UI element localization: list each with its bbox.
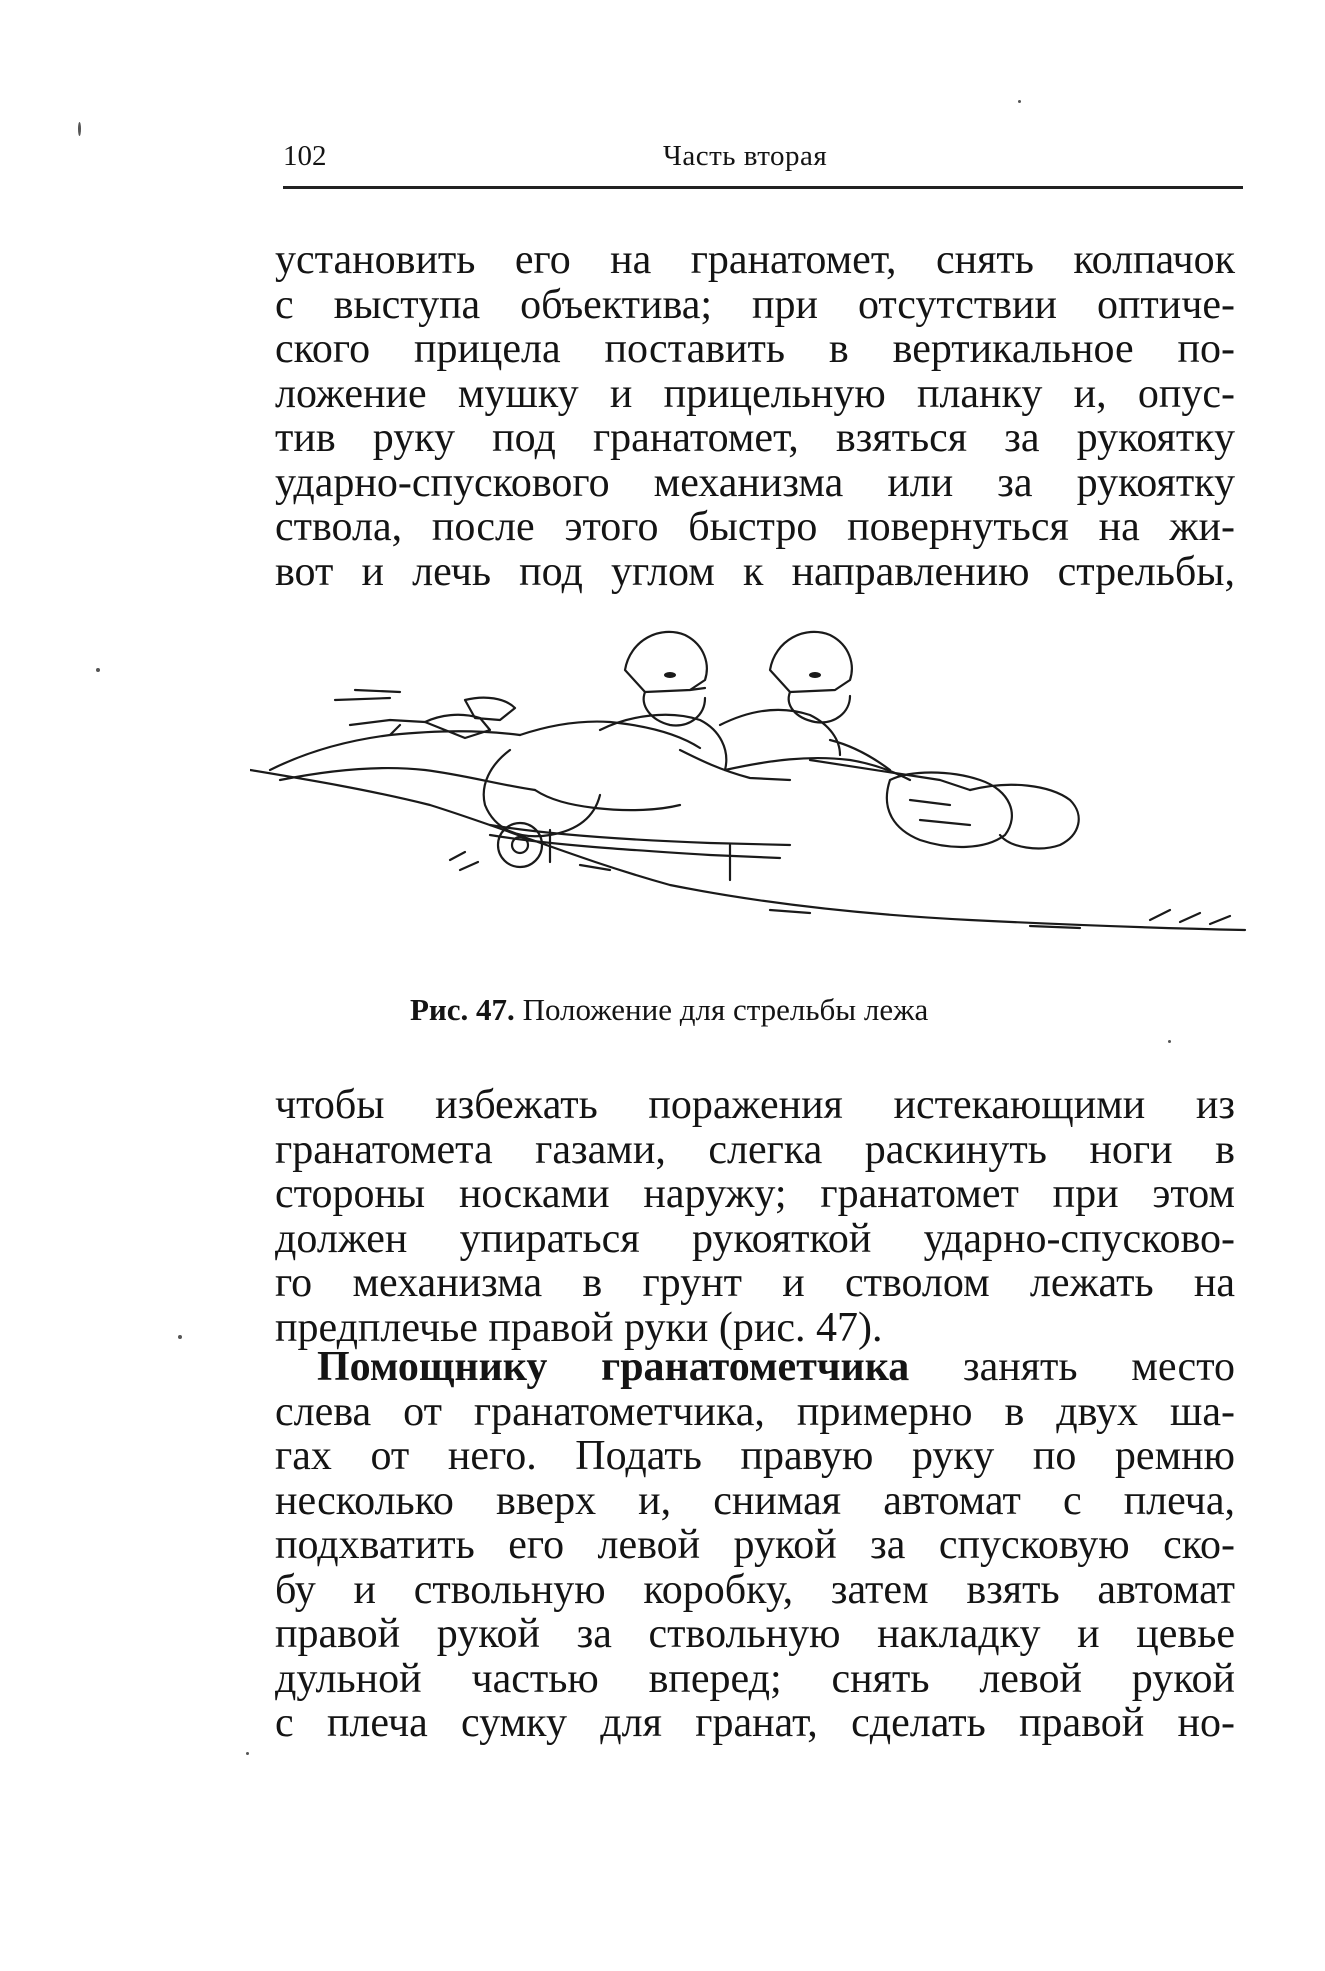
text-line: установить его на гранатомет, снять колпачок xyxy=(275,237,1235,283)
text-line: несколько вверх и, снимая автомат с плеча, xyxy=(275,1477,1235,1524)
scan-speck xyxy=(246,1752,249,1755)
text-line xyxy=(275,1345,1235,1390)
text-line: тив руку под гранатомет, взяться за рукоятку xyxy=(275,415,1235,461)
paragraph-1 xyxy=(275,238,1235,594)
scan-speck xyxy=(78,122,81,136)
figure-caption xyxy=(410,992,928,1028)
figure-caption-text: Положение для стрельбы лежа xyxy=(522,992,929,1027)
text-line: правой рукой за ствольную накладку и цевье xyxy=(275,1611,1235,1657)
text-line: ложение мушку и прицельную планку и, опус- xyxy=(275,370,1235,417)
text-line: ствола, после этого быстро повернуться на жи- xyxy=(275,504,1235,550)
figure-47-illustration xyxy=(250,630,1250,950)
text-line: должен упираться рукояткой ударно-спусково- xyxy=(275,1215,1235,1262)
scan-speck xyxy=(1018,100,1021,103)
page-header xyxy=(283,140,1243,180)
text-line: стороны носками наружу; гранатомет при этом xyxy=(275,1171,1235,1217)
text-line: чтобы избежать поражения истекающими из xyxy=(275,1082,1235,1128)
scan-speck xyxy=(1168,1040,1171,1043)
paragraph-3 xyxy=(275,1345,1235,1746)
text-line: подхватить его левой рукой за спусковую ско- xyxy=(275,1522,1235,1568)
paragraph-2 xyxy=(275,1083,1235,1350)
text-fragment: занять место xyxy=(963,1344,1235,1390)
paragraph-lead: Помощнику гранатометчика xyxy=(317,1344,910,1390)
text-line: ударно-спускового механизма или за рукоятку xyxy=(275,459,1235,506)
text-line: ского прицела поставить в вертикальное по- xyxy=(275,326,1235,372)
text-line: бу и ствольную коробку, затем взять автомат xyxy=(275,1566,1235,1613)
text-line: слева от гранатометчика, примерно в двух ша- xyxy=(275,1388,1235,1435)
scan-speck xyxy=(96,668,100,672)
header-rule xyxy=(283,186,1243,189)
text-line: го механизма в грунт и стволом лежать на xyxy=(275,1260,1235,1306)
running-head: Часть вторая xyxy=(663,140,828,172)
page-number: 102 xyxy=(283,140,327,172)
text-line: дульной частью вперед; снять левой рукой xyxy=(275,1655,1235,1702)
scan-speck xyxy=(178,1335,182,1339)
text-line: с плеча сумку для гранат, сделать правой но- xyxy=(275,1700,1235,1746)
text-line: гранатомета газами, слегка раскинуть ноги в xyxy=(275,1126,1235,1173)
text-line: с выступа объектива; при отсутствии оптиче- xyxy=(275,281,1235,328)
text-line: гах от него. Подать правую руку по ремню xyxy=(275,1433,1235,1479)
text-line: вот и лечь под углом к направлению стрельбы, xyxy=(275,548,1235,595)
figure-label: Рис. 47. xyxy=(410,992,515,1027)
text-line: предплечье правой руки (рис. 47). xyxy=(275,1304,883,1351)
